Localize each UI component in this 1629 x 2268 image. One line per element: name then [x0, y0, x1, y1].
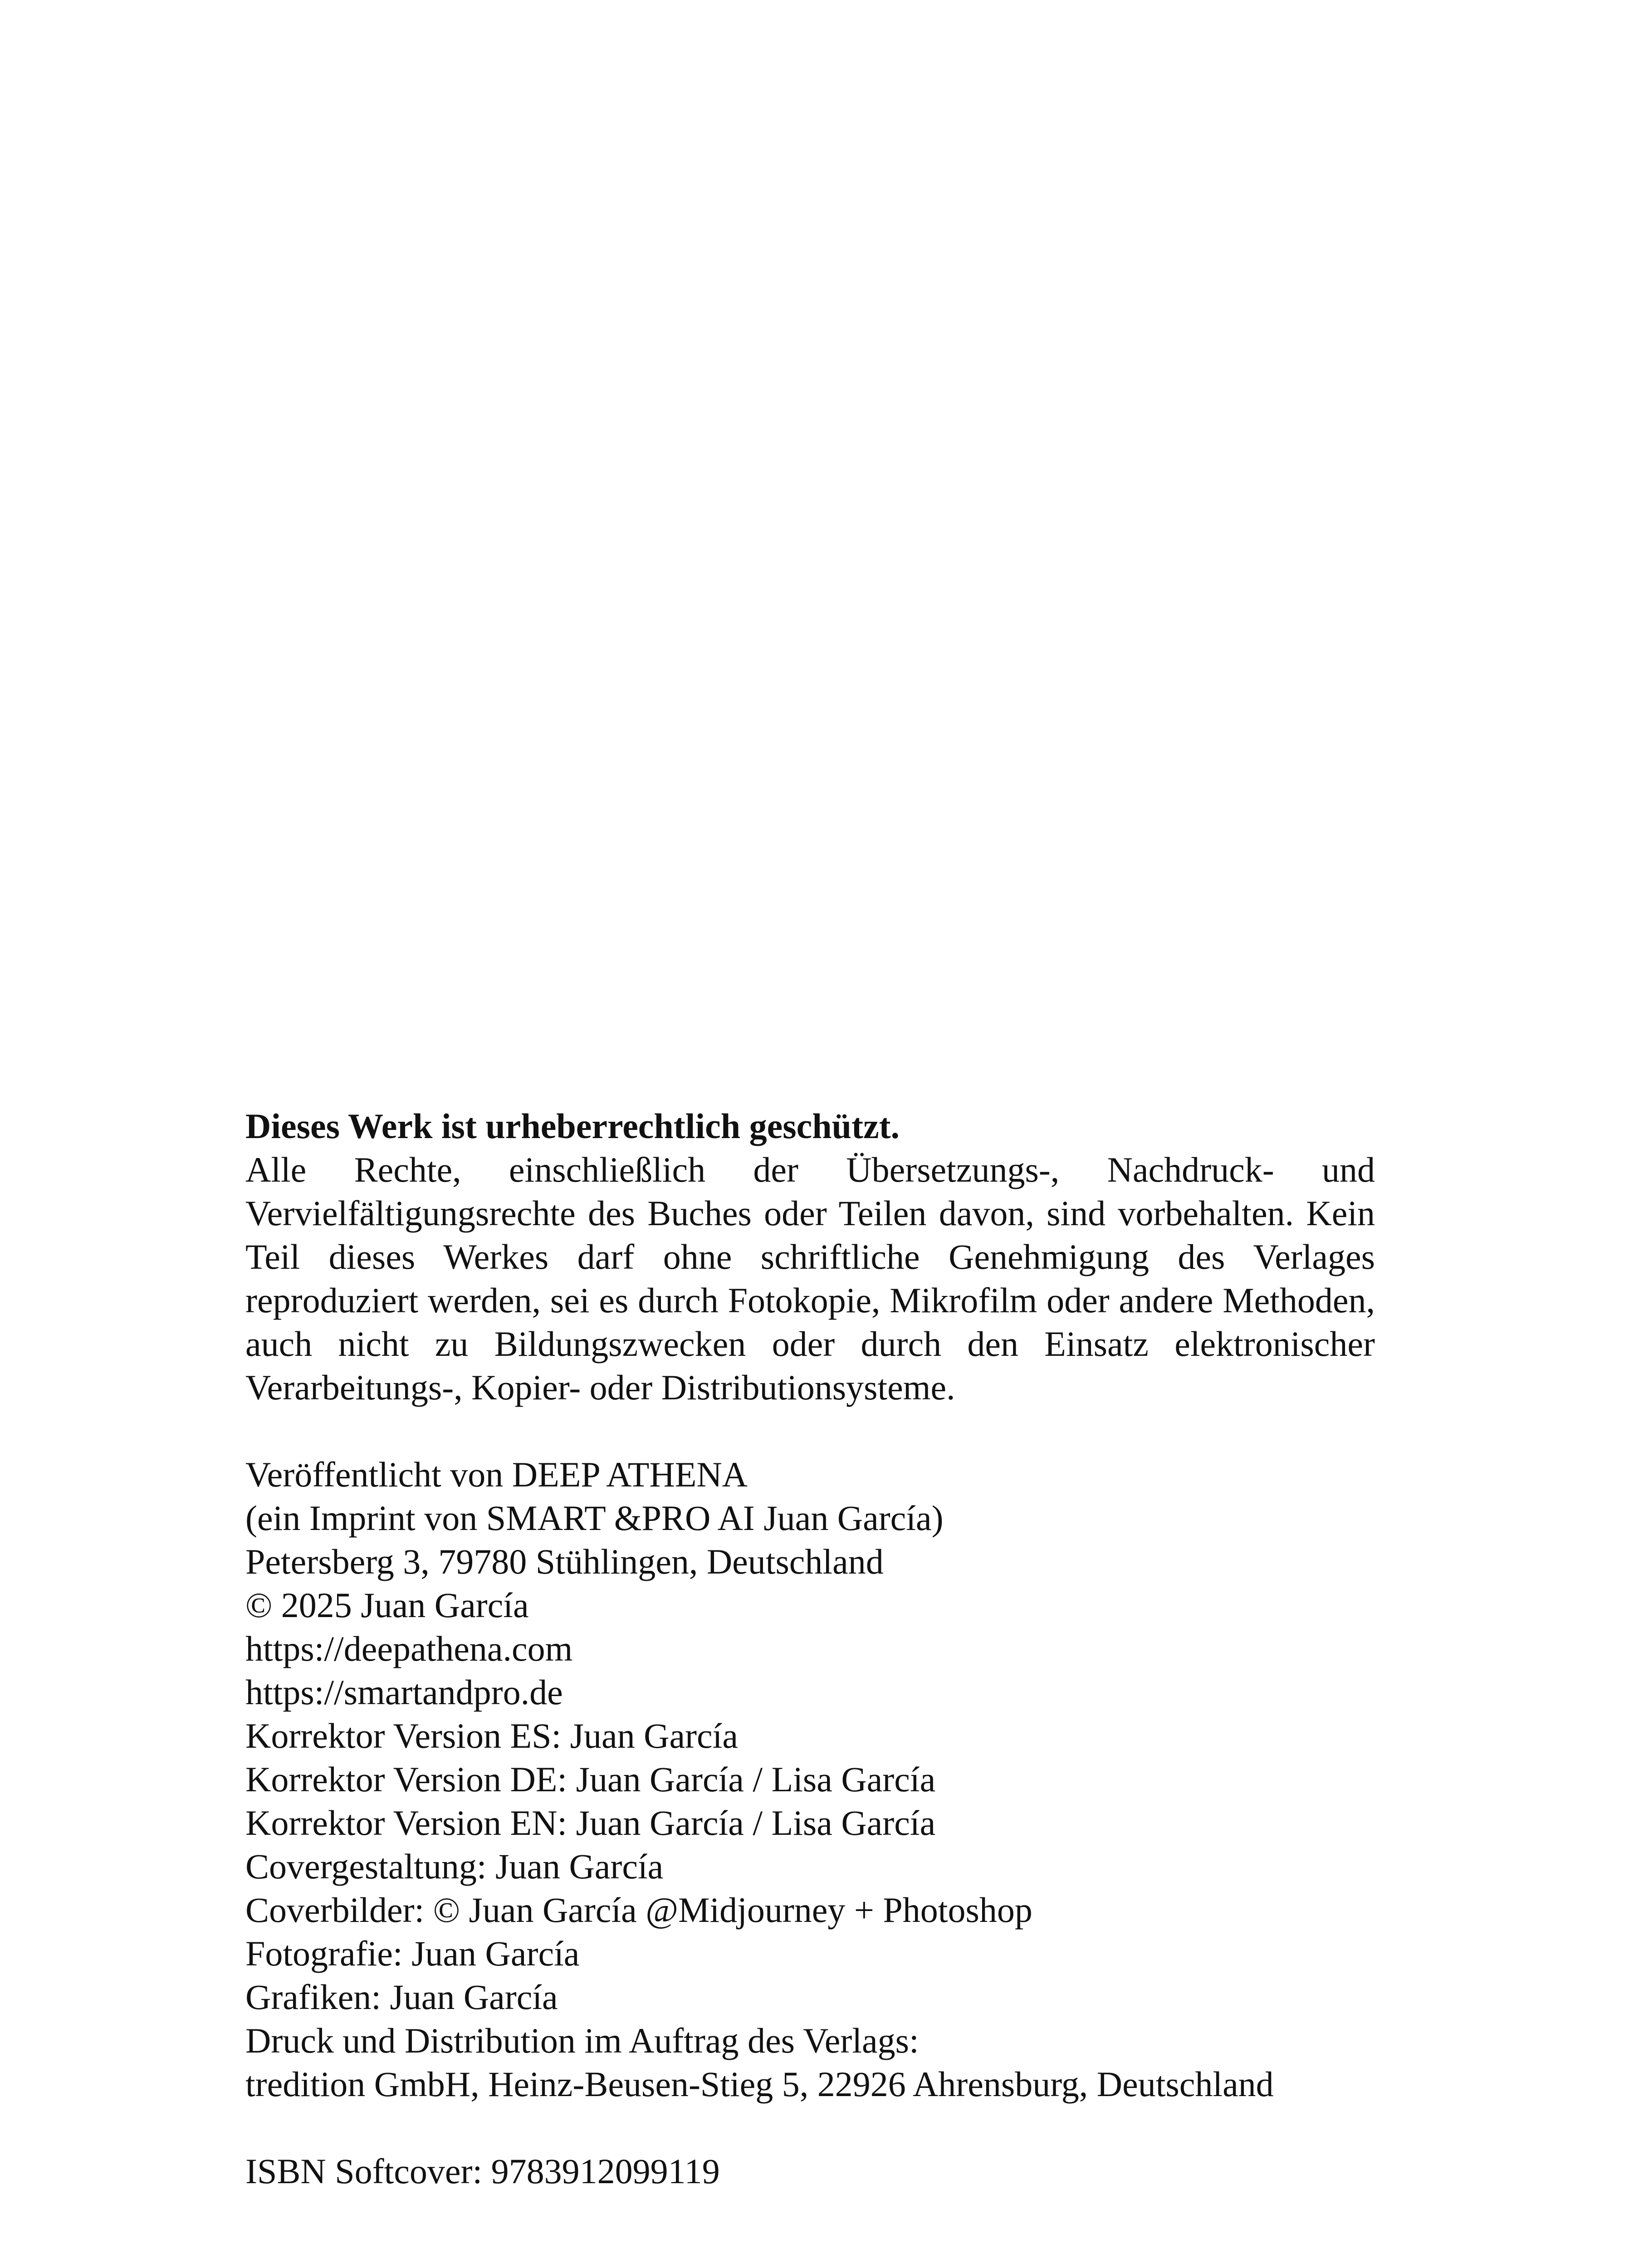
graphics-line: Grafiken: Juan García: [245, 1977, 558, 2017]
print-distribution-line: Druck und Distribution im Auftrag des Verlags:: [245, 2021, 919, 2060]
cover-design-line: Covergestaltung: Juan García: [245, 1847, 664, 1886]
copyright-paragraph: Alle Rechte, einschließlich der Übersetzungs-, Nachdruck- und Vervielfältigungsrechte des Buches oder Teilen davon, sind vorbehalten. Kein Teil dieses Werkes darf ohne schriftliche Genehmigung des Verlages reproduziert werden, sei es durch Fotokopie, Mikrofilm oder andere Methoden, auch nicht zu Bildungszwecken oder durch den Einsatz elektronischer Verarbeitungs-, Kopier- oder Distributionsysteme.: [245, 1150, 1375, 1407]
website-link-smartandpro[interactable]: https://smartandpro.de: [245, 1672, 563, 1712]
proofreader-es-line: Korrektor Version ES: Juan García: [245, 1716, 738, 1755]
address-line: Petersberg 3, 79780 Stühlingen, Deutschland: [245, 1542, 884, 1581]
copyright-line: © 2025 Juan García: [245, 1585, 529, 1625]
imprint-line: (ein Imprint von SMART &PRO AI Juan García): [245, 1498, 944, 1538]
publisher-info: [245, 1453, 1375, 2106]
proofreader-de-line: Korrektor Version DE: Juan García / Lisa García: [245, 1760, 936, 1799]
imprint-page-content: [245, 1105, 1375, 2193]
copyright-heading: Dieses Werk ist urheberrechtlich geschützt.: [245, 1106, 900, 1146]
printer-address-line: tredition GmbH, Heinz-Beusen-Stieg 5, 22926 Ahrensburg, Deutschland: [245, 2064, 1274, 2104]
cover-images-line: Coverbilder: © Juan García @Midjourney + Photoshop: [245, 1890, 1032, 1930]
isbn-block: [245, 2150, 1375, 2193]
photography-line: Fotografie: Juan García: [245, 1934, 580, 1973]
website-link-deepathena[interactable]: https://deepathena.com: [245, 1629, 573, 1668]
publisher-line: Veröffentlicht von DEEP ATHENA: [245, 1455, 748, 1494]
isbn-line: ISBN Softcover: 9783912099119: [245, 2151, 720, 2191]
proofreader-en-line: Korrektor Version EN: Juan García / Lisa García: [245, 1803, 936, 1843]
